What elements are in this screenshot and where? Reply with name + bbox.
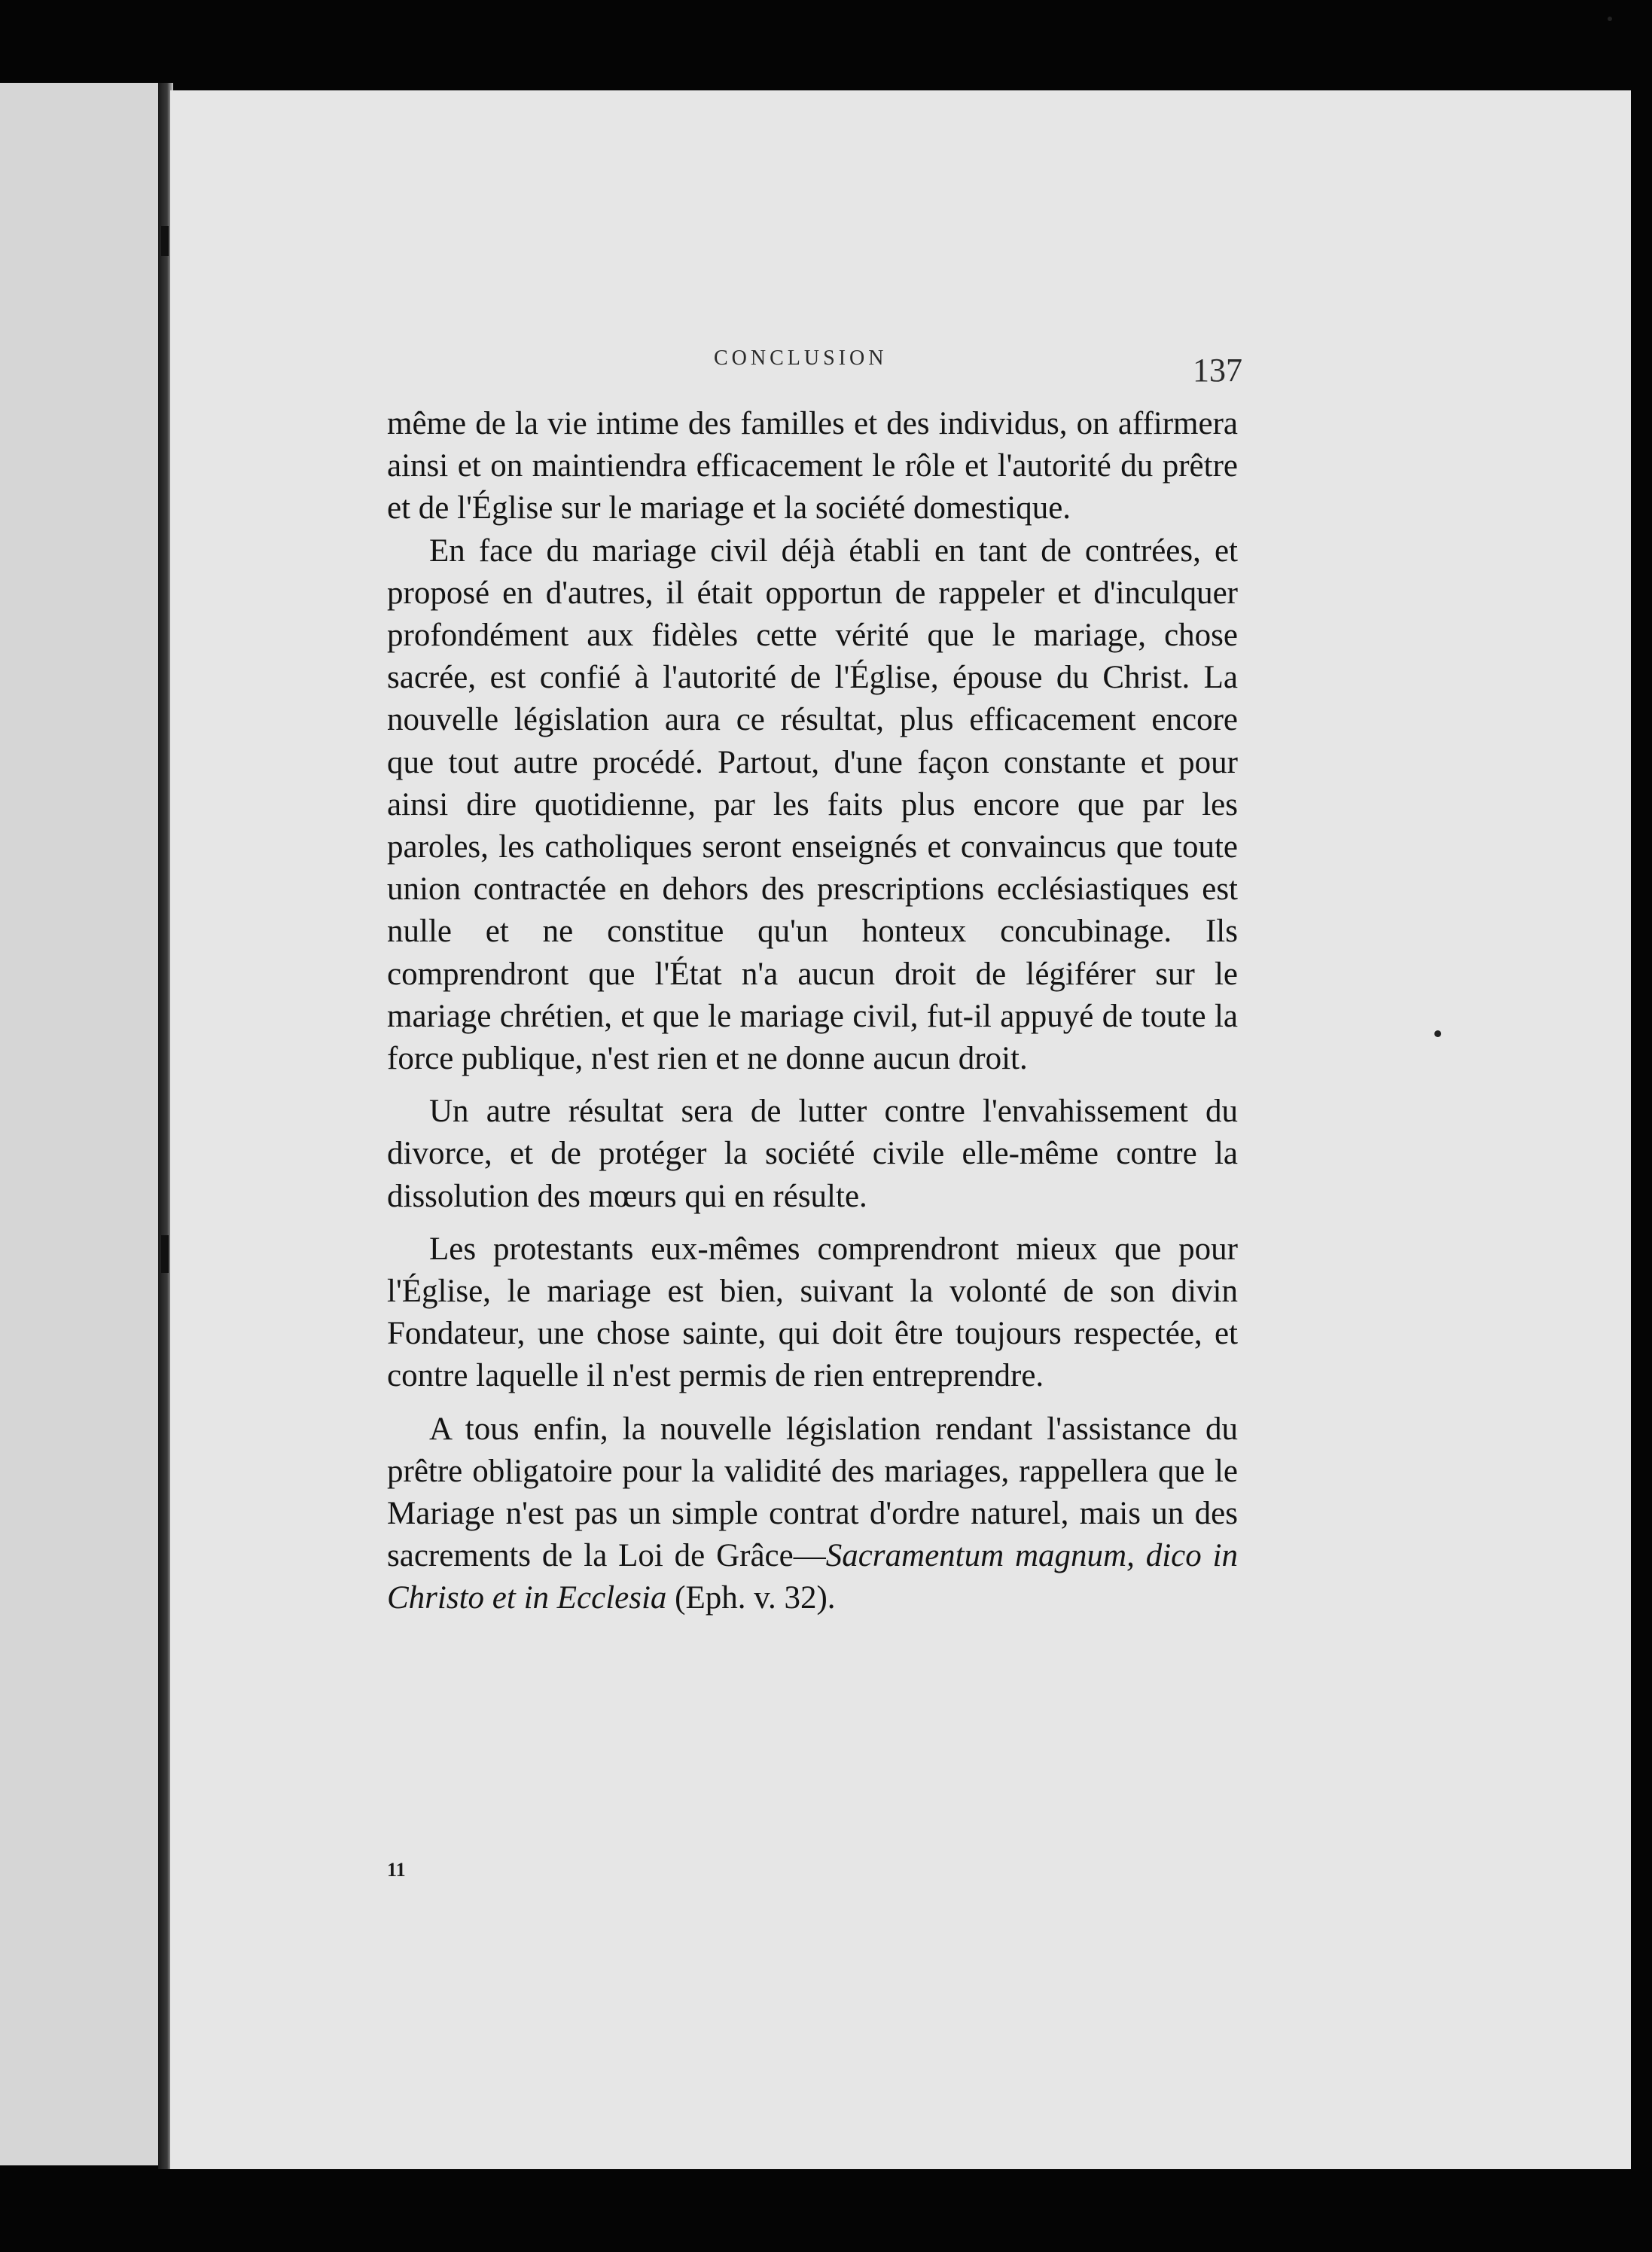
paragraph: En face du mariage civil déjà établi en tant de contrées, et proposé en d'autres, il était opportun de rappeler et d'inculquer profondément aux fidèles cette vérité que le mariage, chose sacrée, est confié à l'autorité de l'Église, épouse du Christ. La nouvelle législation aura ce résultat, plus efficacement encore que tout autre procédé. Partout, d'une façon constante et pour ainsi dire quotidienne, par les faits plus encore que par les paroles, les catholiques seront enseignés et convaincus que toute union contractée en dehors des prescriptions ecclésiastiques est nulle et ne constitue qu'un honteux concubinage. Ils comprendront que l'État n'a aucun droit de légiférer sur le mariage chrétien, et que le mariage civil, fut-il appuyé de toute la force publique, n'est rien et ne donne aucun droit.	[387, 532, 1238, 1077]
signature-mark: 11	[387, 1859, 406, 1881]
running-head	[376, 339, 1242, 389]
gutter-mark	[161, 226, 169, 256]
citation: (Eph. v. 32).	[666, 1580, 836, 1616]
left-page-edge	[0, 83, 169, 2165]
body-text	[387, 403, 1238, 1620]
running-title: CONCLUSION	[714, 346, 888, 370]
paragraph	[387, 1408, 1238, 1620]
paragraph-text: A tous enfin, la nouvelle législation rendant l'assistance du prêtre obligatoire pour la validité des mariages, rappellera que le Mariage n'est pas un simple contrat d'ordre naturel, mais un des sacrements de la Loi de Grâce—	[387, 1411, 1238, 1574]
paragraph: même de la vie intime des familles et des individus, on affirmera ainsi et on maintiendra efficacement le rôle et l'autorité du prêtre et de l'Église sur le mariage et la société domestique.	[387, 406, 1238, 526]
latin-quote: Sacramentum magnum, dico in Christo et in Ecclesia	[387, 1538, 1238, 1616]
page-number: 137	[1193, 352, 1242, 389]
paragraph: Les protestants eux-mêmes comprendront mieux que pour l'Église, le mariage est bien, suivant la volonté de son divin Fondateur, une chose sainte, qui doit être toujours respectée, et contre laquelle il n'est permis de rien entreprendre.	[387, 1231, 1238, 1394]
scan-speck	[1434, 1030, 1441, 1037]
scan-speck	[1608, 17, 1612, 21]
gutter-mark	[161, 1235, 169, 1273]
paragraph: Un autre résultat sera de lutter contre l'envahissement du divorce, et de protéger la société civile elle-même contre la dissolution des mœurs qui en résulte.	[387, 1094, 1238, 1214]
